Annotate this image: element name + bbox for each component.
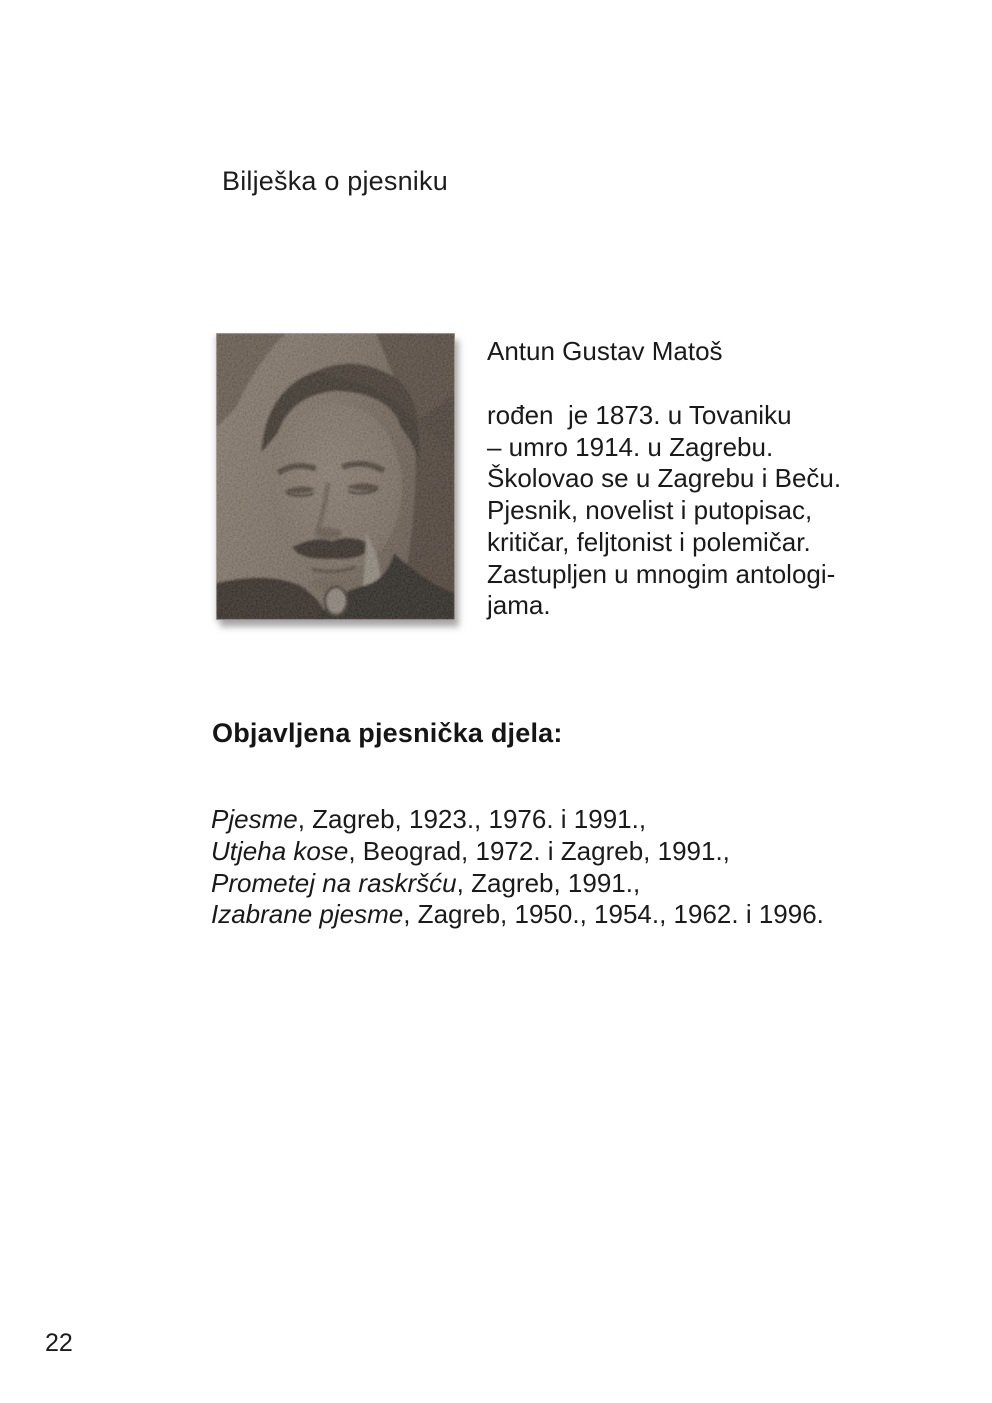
poet-bio [487, 400, 841, 622]
work-item [211, 804, 824, 836]
work-publication: , Beograd, 1972. i Zagreb, 1991., [348, 835, 730, 866]
work-title: Prometej na raskršću [211, 867, 457, 898]
work-title: Pjesme [211, 804, 298, 834]
work-publication: , Zagreb, 1991., [456, 867, 641, 898]
works-section-heading: Objavljena pjesnička djela: [212, 718, 563, 748]
work-publication: , Zagreb, 1950., 1954., 1962. i 1996. [403, 899, 824, 930]
bio-line: jama. [487, 590, 551, 621]
page-title: Bilješka o pjesniku [222, 166, 448, 196]
work-publication: , Zagreb, 1923., 1976. i 1991., [297, 804, 647, 834]
poet-portrait-photo [216, 333, 455, 620]
bio-line: Zastupljen u mnogim antologi- [487, 558, 836, 589]
work-title: Izabrane pjesme [211, 899, 404, 930]
work-item [211, 836, 824, 868]
bio-line: kritičar, feljtonist i polemičar. [487, 526, 811, 557]
bio-line: – umro 1914. u Zagrebu. [487, 431, 774, 462]
works-list [211, 804, 824, 931]
bio-line: Pjesnik, novelist i putopisac, [487, 495, 813, 526]
bio-line: rođen je 1873. u Tovaniku [487, 400, 792, 430]
work-item [211, 868, 824, 900]
bio-line: Školovao se u Zagrebu i Beču. [487, 463, 842, 494]
poet-portrait-illustration [216, 333, 455, 620]
work-title: Utjeha kose [211, 835, 349, 866]
work-item [211, 899, 824, 931]
page-number: 22 [45, 1329, 73, 1357]
poet-name: Antun Gustav Matoš [487, 336, 723, 366]
